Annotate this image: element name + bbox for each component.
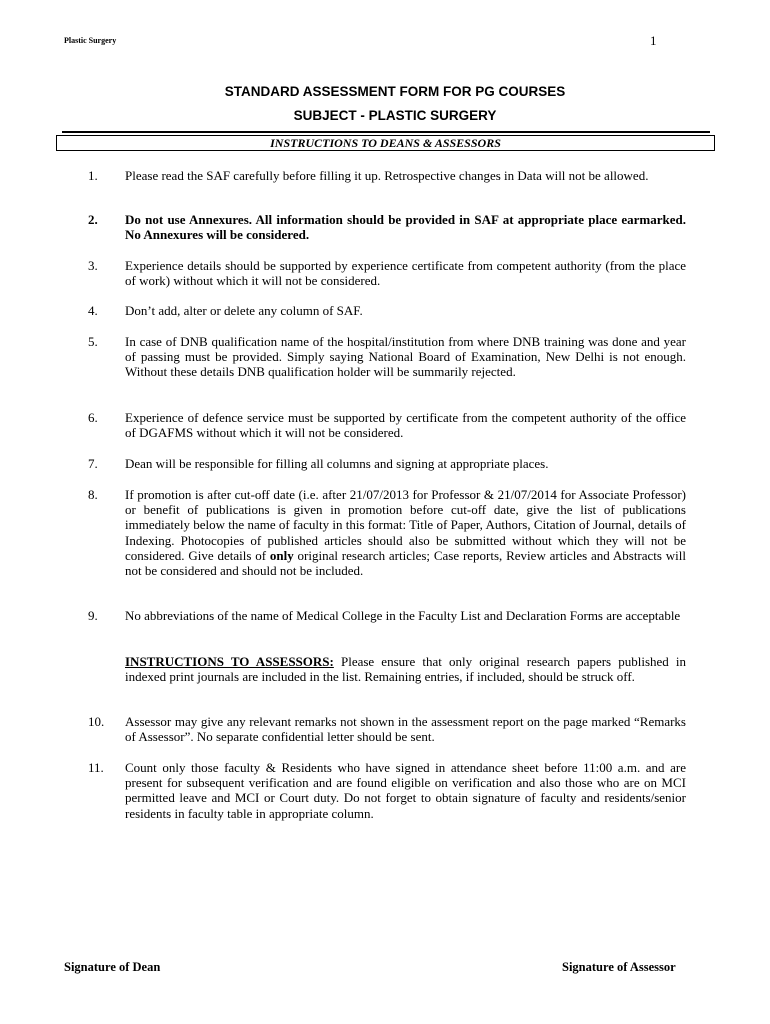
item-number: 8. bbox=[88, 487, 98, 502]
form-subject: SUBJECT - PLASTIC SURGERY bbox=[293, 108, 497, 123]
item-number: 6. bbox=[88, 410, 98, 425]
item-text: Assessor may give any relevant remarks not shown in the assessment report on the page marked “Remarks of Assessor”. No separate confidential letter should be sent. bbox=[125, 714, 686, 745]
item-number: 4. bbox=[88, 303, 98, 318]
item-text-part: If promotion is after cut-off date (i.e. after 21/07/2013 for Professor & 21/07/2014 for Associate Professor) or benefit of publications is given in promotion before cut-off date, give the list of publications immediately below the name of faculty in this format: Title of Paper, Authors, Citation of Journal, details of Indexing. Photocopies of published articles should also be submitted without which they will not be considered. Give details of bbox=[125, 487, 686, 563]
item-number: 2. bbox=[88, 212, 98, 227]
page-number: 1 bbox=[650, 33, 657, 48]
item-text: Experience details should be supported by experience certificate from competent authority (from the place of work) without which it will not be considered. bbox=[125, 258, 686, 289]
item-text: Experience of defence service must be supported by certificate from the competent authority of the office of DGAFMS without which it will not be considered. bbox=[125, 410, 686, 441]
instruction-item bbox=[88, 487, 686, 578]
item-text bbox=[125, 487, 686, 578]
instruction-item bbox=[88, 334, 686, 380]
assessor-instructions bbox=[125, 654, 686, 684]
item-text-emphasis: only bbox=[269, 547, 294, 563]
instruction-item bbox=[88, 258, 686, 288]
title-rule bbox=[62, 131, 710, 133]
item-text: Do not use Annexures. All information should be provided in SAF at appropriate place earmarked. No Annexures will be considered. bbox=[125, 212, 686, 243]
assessor-signature-label: Signature of Assessor bbox=[562, 960, 676, 974]
item-number: 3. bbox=[88, 258, 98, 273]
item-number: 10. bbox=[88, 714, 105, 729]
item-text: Please read the SAF carefully before filling it up. Retrospective changes in Data will not be allowed. bbox=[125, 168, 649, 183]
item-text: Count only those faculty & Residents who have signed in attendance sheet before 11:00 a.m. and are present for subsequent verification and are found eligible on verification and also those who are on MCI permitted leave and MCI or Court duty. Do not forget to obtain signature of faculty and residents/senior residents in faculty table in appropriate column. bbox=[125, 760, 686, 821]
instruction-item bbox=[88, 456, 686, 471]
item-number: 5. bbox=[88, 334, 98, 349]
instruction-item bbox=[88, 608, 686, 623]
instruction-item bbox=[88, 212, 686, 242]
instruction-item bbox=[88, 760, 686, 821]
item-number: 1. bbox=[88, 168, 98, 183]
instructions-heading: INSTRUCTIONS TO DEANS & ASSESSORS bbox=[56, 135, 715, 151]
instruction-item bbox=[88, 168, 686, 183]
item-number: 11. bbox=[88, 760, 104, 775]
instruction-item bbox=[88, 410, 686, 440]
instruction-item bbox=[88, 303, 686, 318]
item-text: In case of DNB qualification name of the hospital/institution from where DNB training was done and year of passing must be provided. Simply saying National Board of Examination, New Delhi is not enough. Without these details DNB qualification holder will be summarily rejected. bbox=[125, 334, 686, 380]
item-text: Dean will be responsible for filling all columns and signing at appropriate places. bbox=[125, 456, 549, 471]
assessor-instructions-heading: INSTRUCTIONS TO ASSESSORS: bbox=[125, 654, 334, 669]
instruction-item bbox=[88, 714, 686, 744]
dean-signature-label: Signature of Dean bbox=[64, 960, 161, 974]
item-text-part: original research articles; Case reports, Review articles and Abstracts will not be considered and should not be included. bbox=[125, 547, 687, 579]
item-text: Don’t add, alter or delete any column of SAF. bbox=[125, 303, 363, 318]
form-title: STANDARD ASSESSMENT FORM FOR PG COURSES bbox=[224, 84, 566, 99]
assessor-instructions-text: Please ensure that only original research papers published in indexed print journals are included in the list. Remaining entries, if included, should be struck off. bbox=[125, 654, 687, 685]
item-text: No abbreviations of the name of Medical College in the Faculty List and Declaration Forms are acceptable bbox=[125, 608, 681, 623]
item-number: 7. bbox=[88, 456, 98, 471]
item-number: 9. bbox=[88, 608, 98, 623]
running-header: Plastic Surgery bbox=[64, 36, 117, 45]
